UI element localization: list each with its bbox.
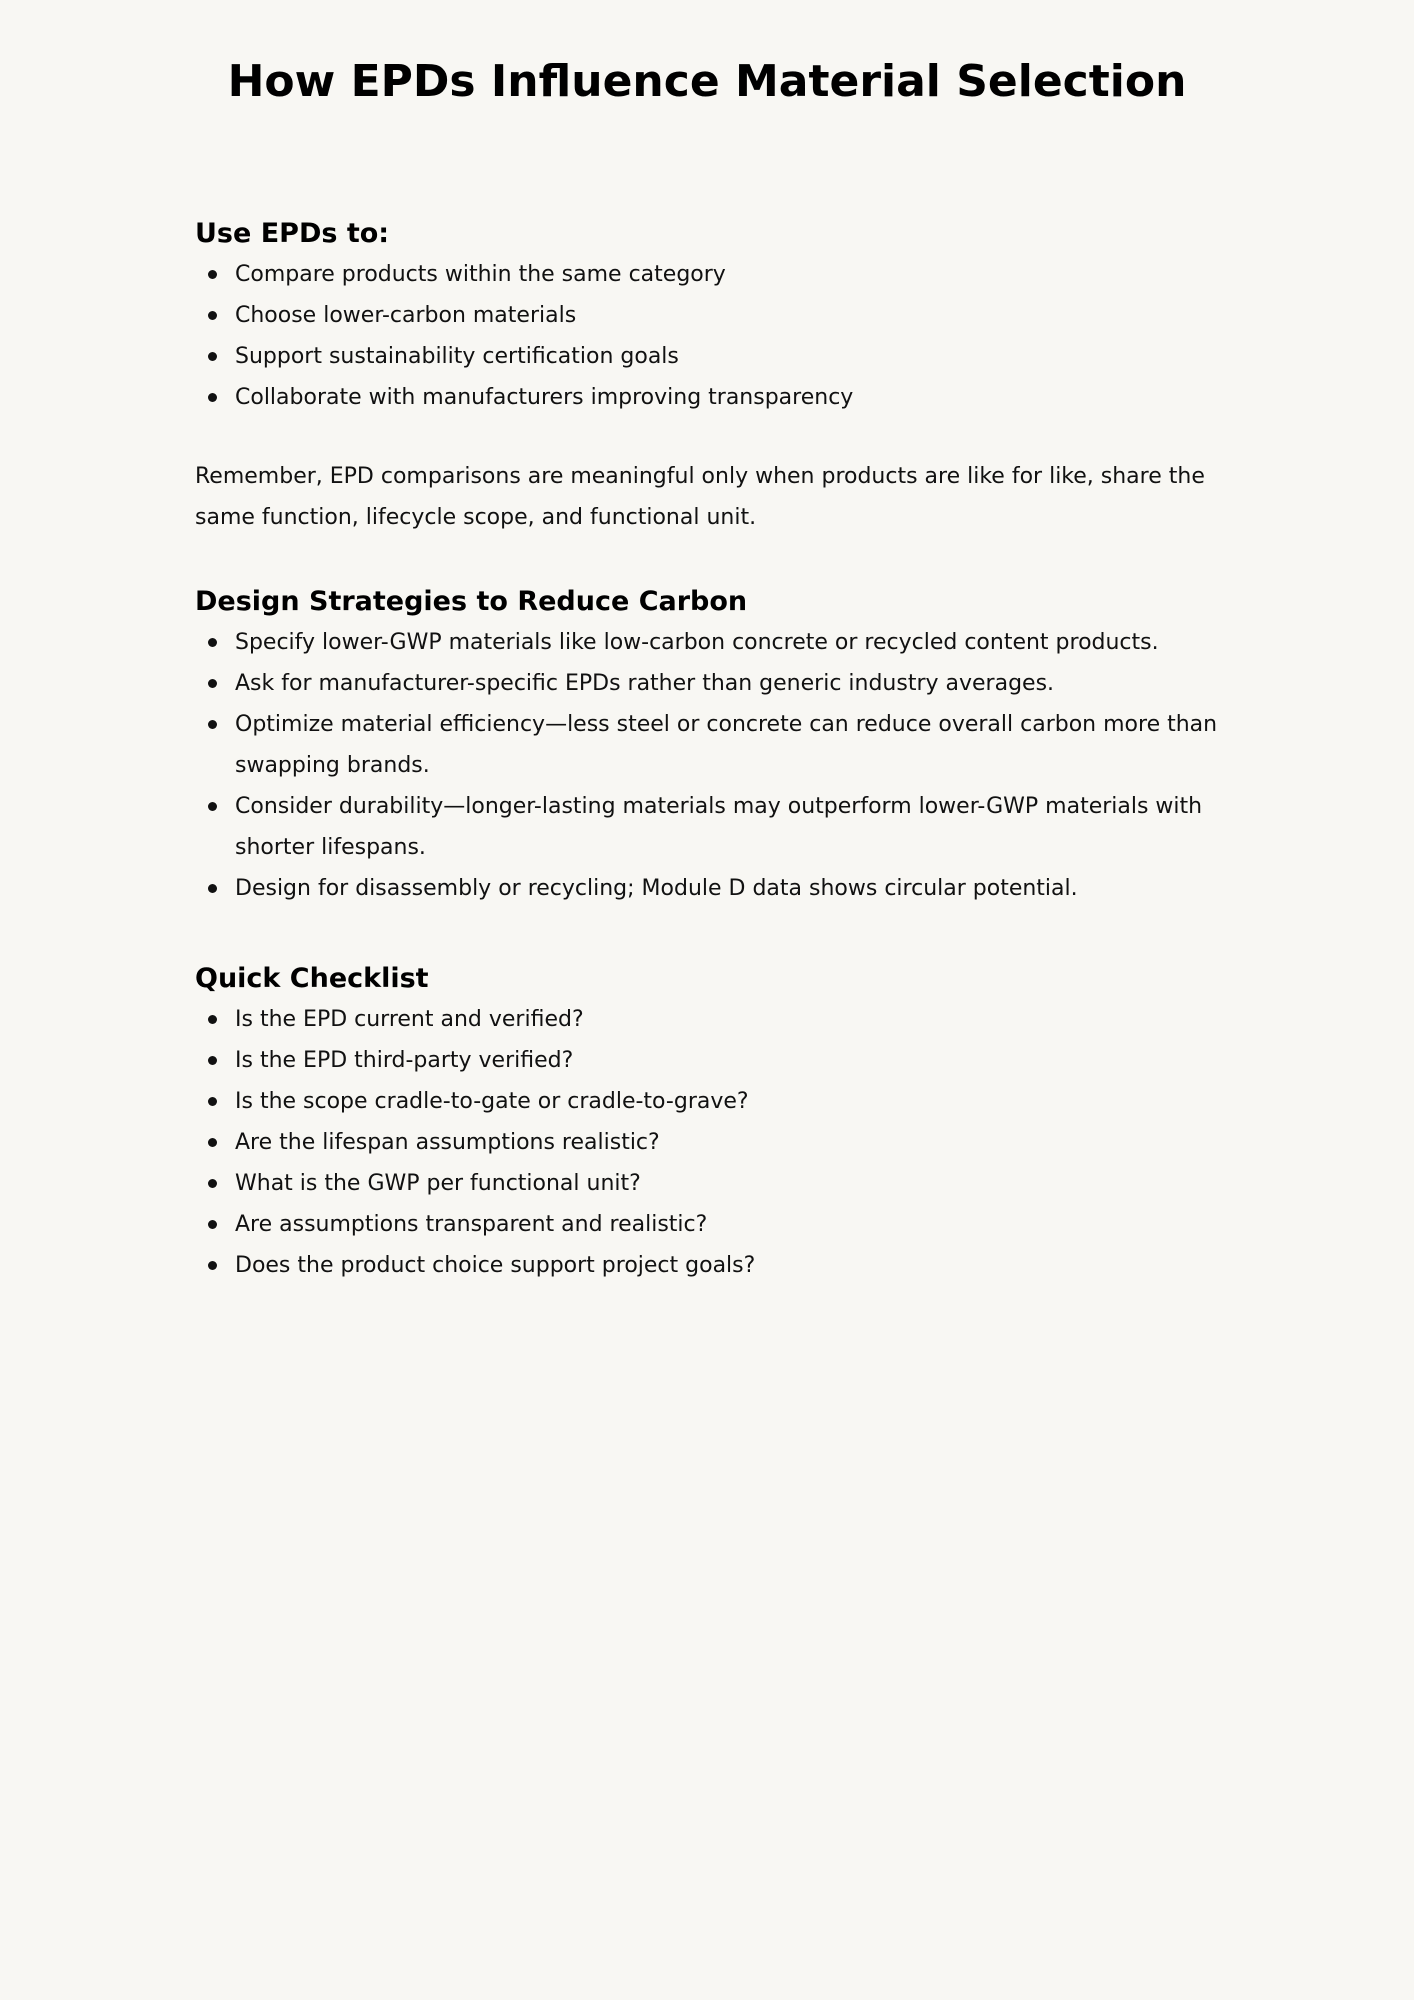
- list-item: Compare products within the same category: [195, 254, 1235, 295]
- list-item: Ask for manufacturer-specific EPDs rather than generic industry averages.: [195, 663, 1235, 704]
- list-item: Optimize material efficiency—less steel or concrete can reduce overall carbon more than swapping brands.: [195, 704, 1235, 786]
- list-item: Consider durability—longer-lasting materials may outperform lower-GWP materials with shorter lifespans.: [195, 786, 1235, 868]
- comparison-note: Remember, EPD comparisons are meaningful only when products are like for like, share the same function, lifecycle scope, and functional unit.: [195, 464, 1205, 530]
- design-strategies-section: [195, 582, 1235, 909]
- quick-checklist-section: [195, 959, 1235, 1286]
- document-body: [195, 214, 1235, 1286]
- list-item: Design for disassembly or recycling; Module D data shows circular potential.: [195, 868, 1235, 909]
- section-heading: Quick Checklist: [195, 963, 429, 994]
- list-item: Support sustainability certification goals: [195, 336, 1235, 377]
- list-item: Is the EPD third-party verified?: [195, 1040, 1235, 1081]
- section-heading: Design Strategies to Reduce Carbon: [195, 586, 748, 617]
- design-strategies-list: [195, 622, 1235, 909]
- list-item: Choose lower-carbon materials: [195, 295, 1235, 336]
- list-item: Does the product choice support project goals?: [195, 1245, 1235, 1286]
- list-item: What is the GWP per functional unit?: [195, 1163, 1235, 1204]
- quick-checklist-list: [195, 999, 1235, 1286]
- list-item: Is the EPD current and verified?: [195, 999, 1235, 1040]
- list-item: Are the lifespan assumptions realistic?: [195, 1122, 1235, 1163]
- use-epds-section: [195, 214, 1235, 418]
- list-item: Are assumptions transparent and realistic?: [195, 1204, 1235, 1245]
- list-item: Specify lower-GWP materials like low-carbon concrete or recycled content products.: [195, 622, 1235, 663]
- use-epds-list: [195, 254, 1235, 418]
- section-heading: Use EPDs to:: [195, 218, 390, 249]
- page-title: How EPDs Influence Material Selection: [227, 56, 1187, 107]
- list-item: Is the scope cradle-to-gate or cradle-to-grave?: [195, 1081, 1235, 1122]
- list-item: Collaborate with manufacturers improving transparency: [195, 377, 1235, 418]
